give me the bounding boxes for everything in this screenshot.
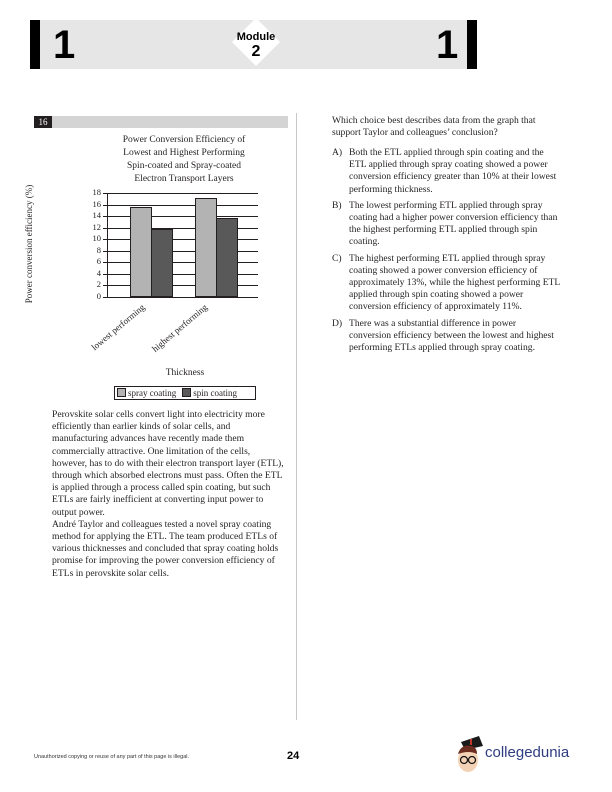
column-divider	[296, 113, 297, 720]
y-tick-label: 14	[92, 210, 101, 220]
legend-label: spin coating	[193, 388, 237, 398]
legend-label: spray coating	[128, 388, 177, 398]
choice-d[interactable]	[332, 318, 560, 355]
chart-title-line: Power Conversion Efficiency of	[122, 135, 246, 145]
section-number-left: 1	[53, 23, 76, 67]
y-tick-label: 16	[92, 199, 101, 209]
y-tick	[103, 251, 107, 252]
bar-spray-lowest	[130, 207, 152, 297]
y-tick	[103, 239, 107, 240]
y-tick	[103, 193, 107, 194]
choice-letter: B)	[332, 199, 342, 211]
chart-plot-area	[92, 187, 258, 301]
question-number-bar	[34, 116, 288, 128]
y-tick-label: 2	[96, 279, 101, 289]
collegedunia-logo[interactable]	[455, 734, 585, 778]
y-tick-label: 4	[96, 268, 101, 278]
y-tick	[103, 297, 107, 298]
y-axis-line	[107, 193, 108, 298]
y-tick-label: 8	[96, 245, 101, 255]
choice-text: The lowest performing ETL applied through spray coating had a higher power conversion efficiency than the highest performing ETL applied through spin coating.	[349, 199, 558, 248]
y-tick	[103, 228, 107, 229]
chart-title-line: Electron Transport Layers	[134, 174, 234, 184]
legend-item-spray	[117, 387, 176, 399]
gridline	[107, 193, 258, 194]
chart-title	[96, 134, 272, 186]
module-number: 2	[251, 43, 261, 60]
page-number: 24	[287, 750, 300, 762]
choice-a[interactable]	[332, 147, 560, 196]
question-number: 16	[34, 116, 52, 128]
y-axis-label: Power conversion efficiency (%)	[24, 184, 34, 304]
y-tick	[103, 274, 107, 275]
y-tick	[103, 205, 107, 206]
logo-text: collegedunia	[485, 744, 570, 761]
choice-b[interactable]	[332, 200, 560, 249]
chart-title-line: Lowest and Highest Performing	[123, 148, 245, 158]
chart-title-line: Spin-coated and Spray-coated	[127, 161, 241, 171]
y-tick-label: 6	[96, 256, 101, 266]
y-tick	[103, 216, 107, 217]
x-axis-label: Thickness	[165, 368, 205, 378]
gridline	[107, 205, 258, 206]
y-tick	[103, 262, 107, 263]
x-tick-label-highest: highest performing	[150, 302, 210, 354]
header-right-bar	[467, 20, 477, 69]
y-tick-label: 18	[92, 187, 101, 197]
answer-choices	[332, 147, 560, 358]
x-tick-label-lowest: lowest performing	[89, 302, 147, 353]
bar-spray-highest	[195, 198, 217, 297]
spray-swatch-icon	[117, 388, 126, 397]
copyright-notice: Unauthorized copying or reuse of any part of this page is illegal.	[34, 754, 190, 760]
spin-swatch-icon	[182, 388, 191, 397]
section-number-right: 1	[436, 23, 459, 67]
choice-c[interactable]	[332, 253, 560, 314]
y-tick	[103, 285, 107, 286]
chart-legend	[114, 386, 256, 400]
question-prompt: Which choice best describes data from the graph that support Taylor and colleagues’ conclusion?	[332, 115, 536, 139]
mascot-icon	[455, 734, 485, 778]
passage-paragraph: Perovskite solar cells convert light into electricity more efficiently than earlier kinds of solar cells, and manufacturing advances have recently made them commercially attractive. One limitation of the cells, however, has to do with their electron transport layer (ETL), through which absorbed electrons must pass. Often the ETL is applied through a process called spin coating, but such ETLs are fairly inefficient at converting input power to output power.	[52, 409, 284, 518]
choice-letter: C)	[332, 252, 342, 264]
bar-spin-highest	[216, 218, 238, 297]
choice-text: There was a substantial difference in power conversion efficiency between the lowest and highest performing ETLs applied through spray coating.	[349, 317, 554, 354]
choice-letter: A)	[332, 147, 343, 158]
bar-spin-lowest	[151, 229, 173, 297]
gridline	[107, 297, 258, 298]
choice-letter: D)	[332, 317, 343, 329]
module-label: Module	[236, 31, 276, 43]
choice-text: Both the ETL applied through spin coating and the ETL applied through spray coating showed a power conversion efficiency greater than 10% at their lowest performing thickness.	[349, 147, 557, 195]
y-tick-label: 12	[92, 222, 101, 232]
header-left-bar	[30, 20, 40, 69]
choice-text: The highest performing ETL applied through spray coating showed a power conversion efficiency of approximately 13%, while the highest performing ETL applied through spin coating showed a power conversion efficiency of approximately 11%.	[349, 252, 560, 313]
y-tick-label: 10	[92, 233, 101, 243]
legend-item-spin	[182, 387, 237, 399]
passage	[52, 409, 284, 580]
passage-paragraph: André Taylor and colleagues tested a novel spray coating method for applying the ETL. The team produced ETLs of various thicknesses and concluded that spray coating holds promise for improving the power conversion efficiency of ETLs in perovskite solar cells.	[52, 518, 279, 579]
y-tick-label: 0	[96, 291, 101, 301]
